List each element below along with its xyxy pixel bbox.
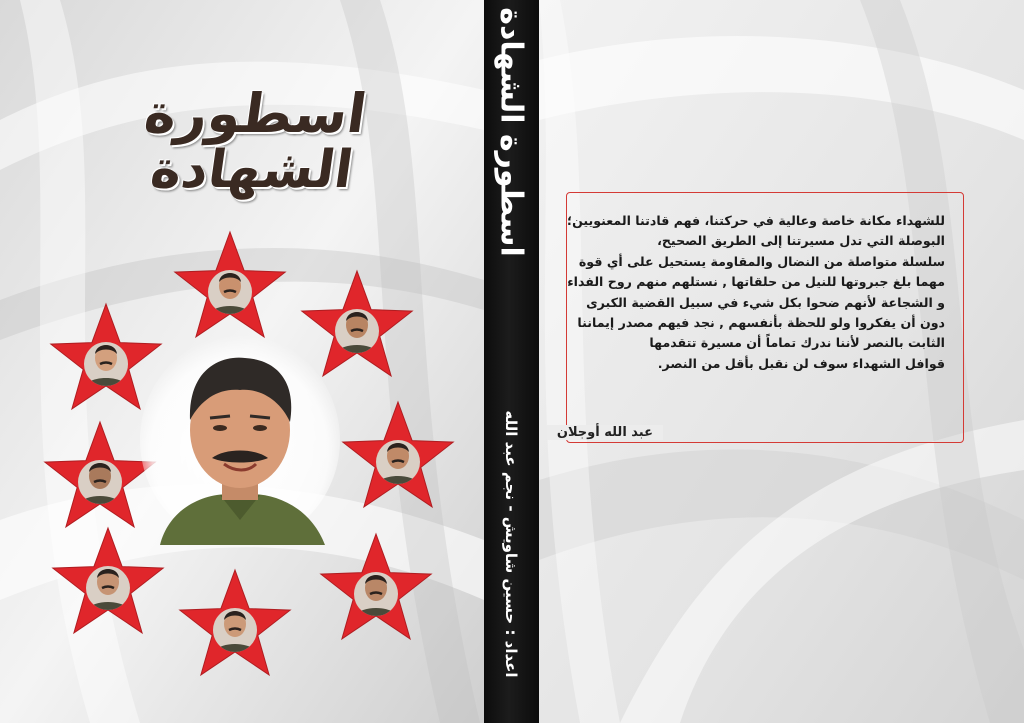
quote-line: دون أن يفكروا ولو للحظة بأنفسهم , نجد فيهم مصدر إيماننا [577, 315, 945, 331]
quote-frame [556, 192, 964, 443]
red-star-icon [170, 228, 290, 344]
star-portrait-1 [170, 228, 290, 344]
quote-line: سلسلة متواصلة من النضال والمقاومة يستحيل على أي قوة [578, 253, 945, 269]
cover-title-line-1: اسطورة [140, 82, 371, 145]
front-cover [0, 0, 484, 723]
quote-line: قوافل الشهداء سوف لن نقبل بأقل من النصر. [657, 355, 945, 371]
quote-signature: عبد الله أوجلان [547, 425, 663, 440]
red-star-icon [175, 566, 295, 682]
red-star-icon [338, 398, 458, 514]
quote-line: الثابت بالنصر لأننا ندرك تماماً أن مسيرة تتقدمها [649, 335, 945, 351]
star-portrait-8 [175, 566, 295, 682]
quote-line: البوصلة التي تدل مسيرتنا إلى الطريق الصحيح، [657, 233, 945, 249]
red-star-icon [316, 530, 436, 646]
cover-title-line-2: الشهادة [146, 140, 357, 200]
quote-text [567, 211, 945, 374]
quote-line: مهما بلغ جبروتها للنيل من حلقاتها , نستلهم منهم روح الفداء [567, 274, 945, 290]
spine-title: اسطورة الشهادة [493, 7, 529, 257]
quote-line: للشهداء مكانة خاصة وعالية في حركتنا، فهم قادتنا المعنويين؛ [567, 213, 945, 228]
spine-authors: اعداد : حسين شاويش - نجم عبد الله [502, 410, 520, 678]
star-portrait-4 [338, 398, 458, 514]
book-spine [484, 0, 539, 723]
quote-line: و الشجاعة لأنهم ضحوا بكل شيء في سبيل القضية الكبرى [586, 294, 945, 310]
star-portrait-7 [316, 530, 436, 646]
main-portrait [140, 330, 340, 545]
